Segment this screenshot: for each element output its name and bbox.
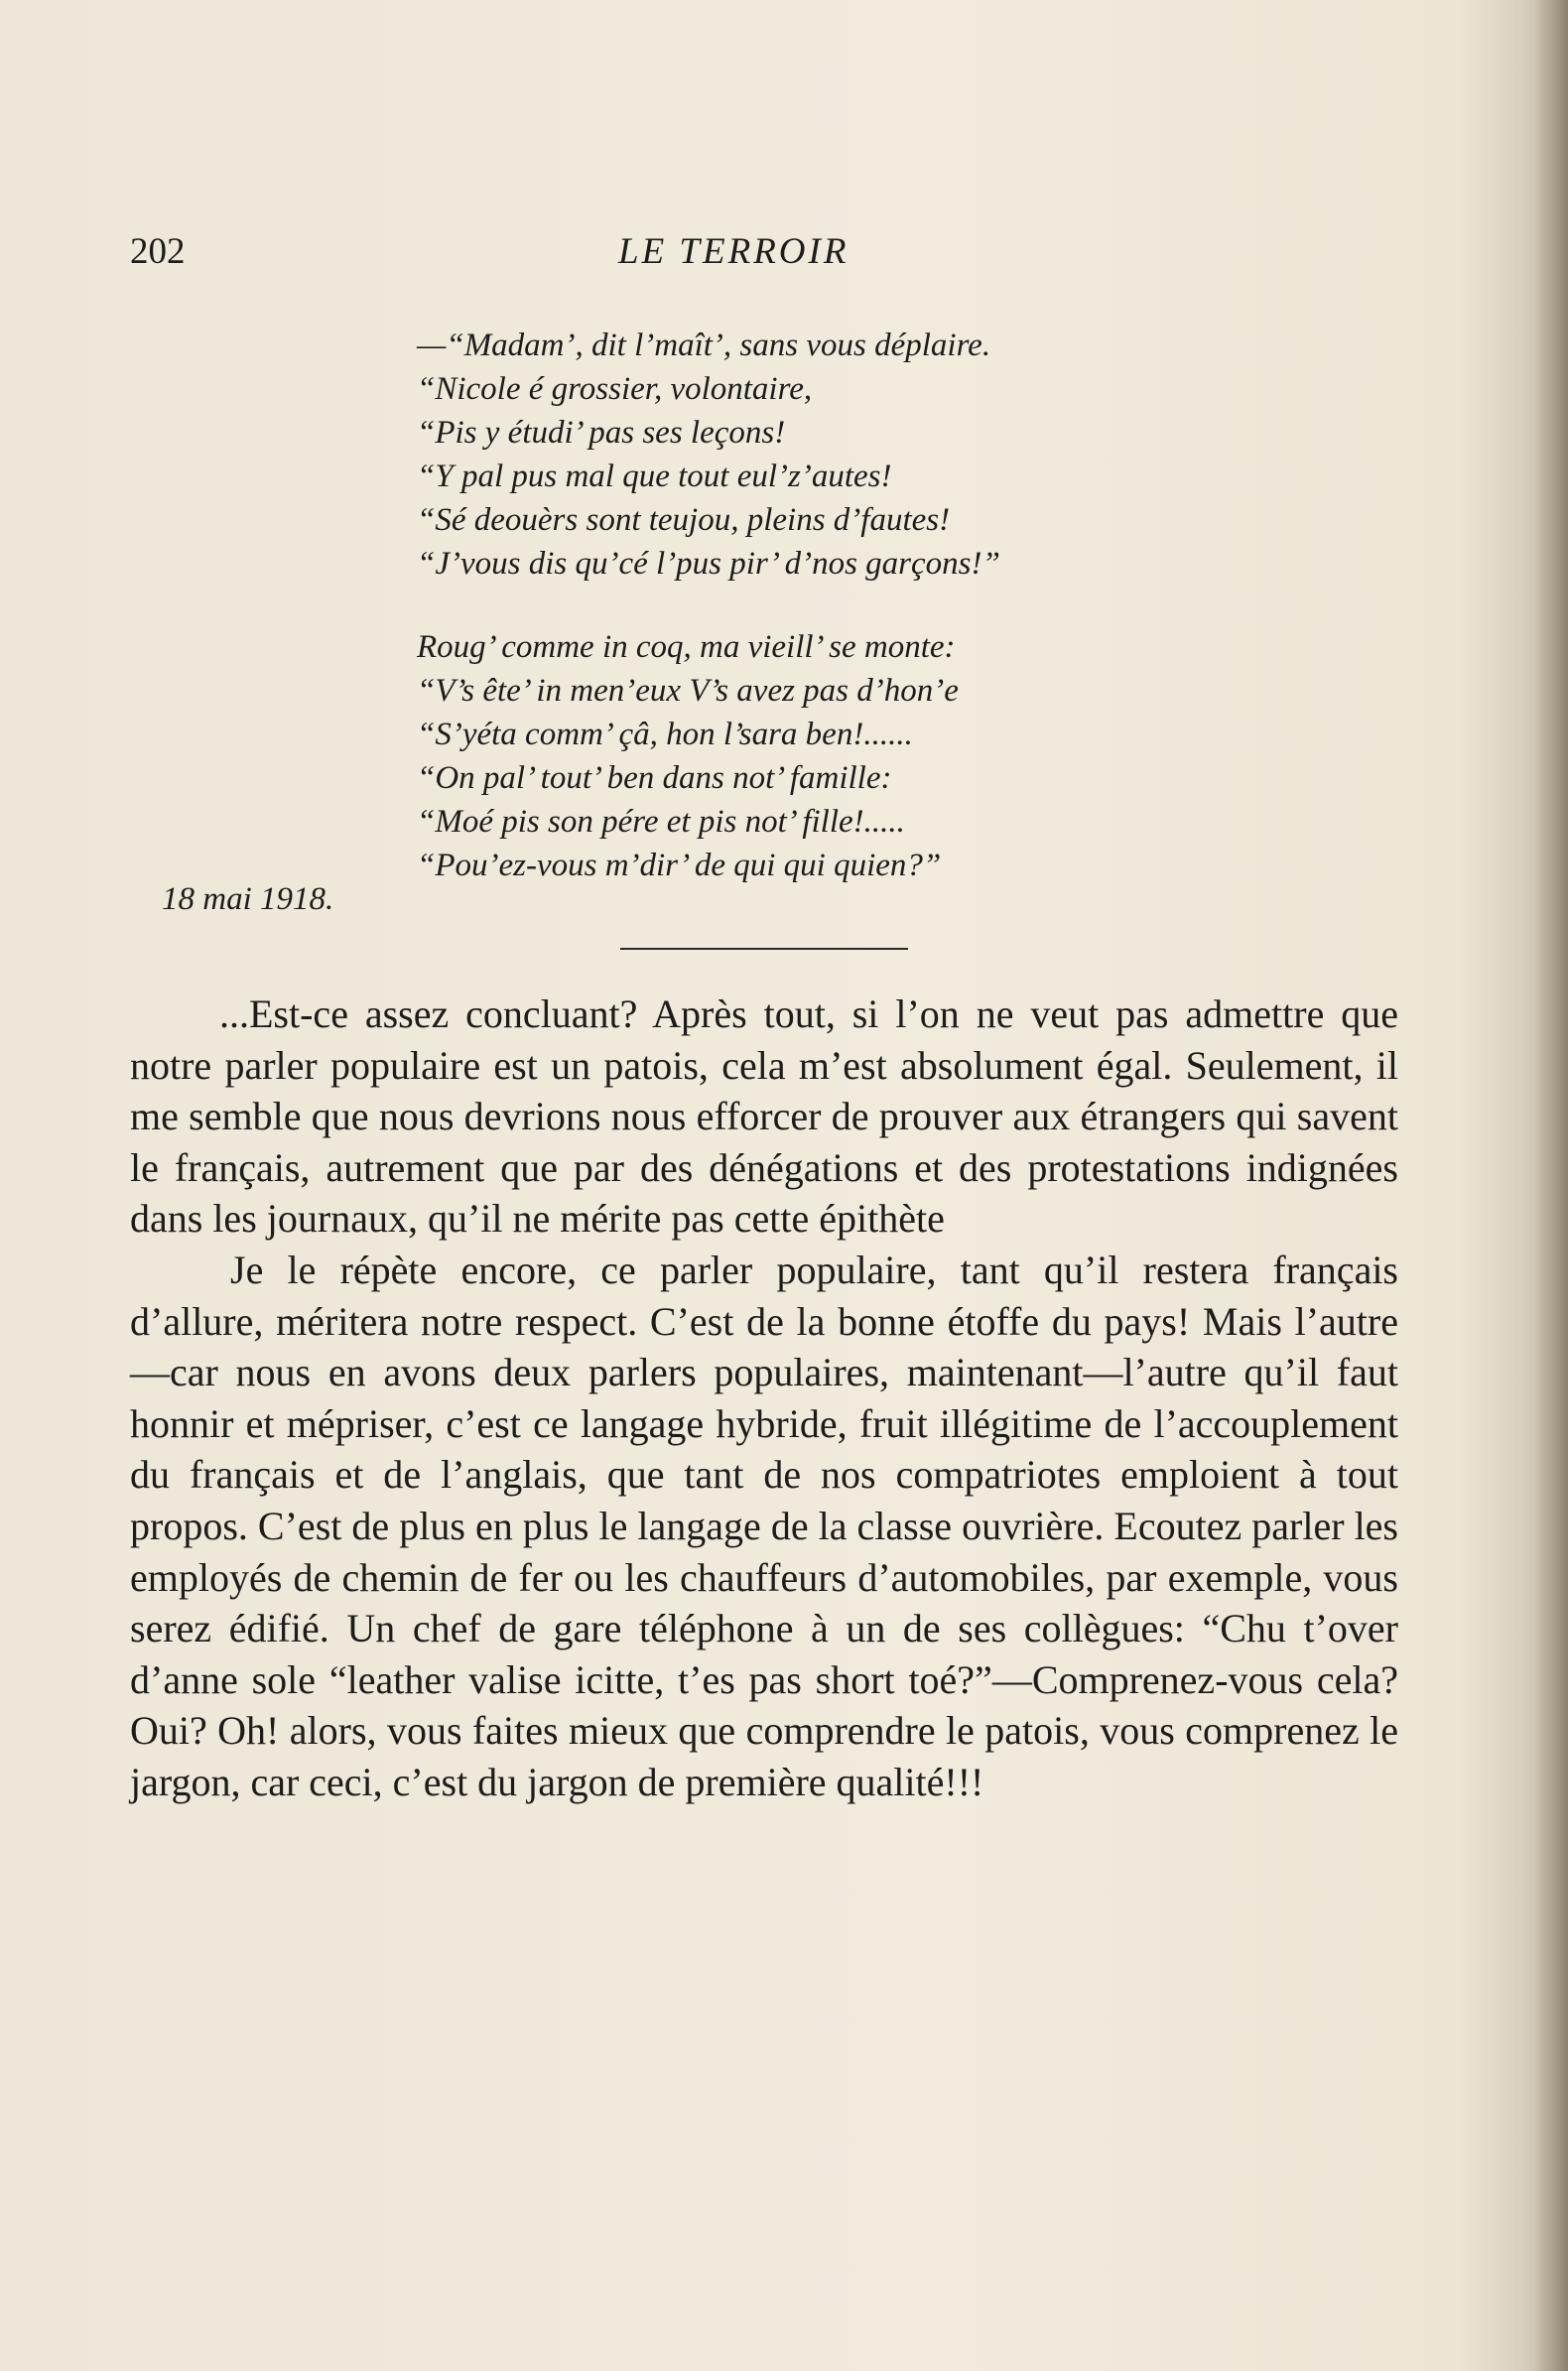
poem-line: “Nicole é grossier, volontaire, <box>417 371 813 407</box>
poem-line: “Pis y étudi’ pas ses leçons! <box>417 415 786 451</box>
poem-line: “Moé pis son pére et pis not’ fille!..... <box>417 804 905 840</box>
poem-line: Roug’ comme in coq, ma vieill’ se monte: <box>417 629 956 665</box>
poem-line: “Pou’ez-vous m’dir’ de qui qui quien?” <box>417 848 942 883</box>
poem <box>417 324 1000 887</box>
poem-stanza-1 <box>417 324 1000 586</box>
poem-line: “Sé deouèrs sont teujou, pleins d’fautes! <box>417 502 951 538</box>
page-edge-shadow <box>1534 0 1568 2371</box>
running-title: LE TERROIR <box>618 231 849 272</box>
poem-stanza-2 <box>417 625 1000 887</box>
poem-date: 18 mai 1918. <box>162 881 334 917</box>
poem-line: “Y pal pus mal que tout eul’z’autes! <box>417 459 892 494</box>
paragraph: ...Est-ce assez concluant? Après tout, si l’on ne veut pas admettre que notre parler populaire est un patois, cela m’est absolument égal. Seulement, il me semble que nous devrions nous efforcer de prouver aux étrangers qui savent le français, autrement que par des dénégations et des protestations indignées dans les journaux, qu’il ne mérite pas cette épithète <box>130 991 1398 1242</box>
poem-line: “S’yéta comm’ çâ, hon l’sara ben!...... <box>417 717 913 752</box>
poem-line: “V’s ête’ in men’eux V’s avez pas d’hon’e <box>417 673 959 709</box>
poem-line: —“Madam’, dit l’maît’, sans vous déplaire. <box>417 328 991 363</box>
page-header <box>130 230 1400 290</box>
page-number: 202 <box>130 231 186 272</box>
section-separator-rule <box>620 948 908 950</box>
poem-line: “J’vous dis qu’cé l’pus pir’ d’nos garçons!” <box>417 546 1000 582</box>
paragraph: Je le répète encore, ce parler populaire, tant qu’il restera français d’allure, méritera notre respect. C’est de la bonne étoffe du pays! Mais l’autre—car nous en avons deux parlers populaires, maintenant—l’autre qu’il faut honnir et mépriser, c’est ce langage hybride, fruit illégitime de l’accouplement du français et de l’anglais, que tant de nos compatriotes emploient à tout propos. C’est de plus en plus le langage de la classe ouvrière. Ecoutez parler les employés de chemin de fer ou les chauffeurs d’automobiles, par exemple, vous serez édifié. Un chef de gare téléphone à un de ses collègues: “Chu t’over d’anne sole “leather valise icitte, t’es pas short toé?”—Comprenez-vous cela? Oui? Oh! alors, vous faites mieux que comprendre le patois, vous comprenez le jargon, car ceci, c’est du jargon de première qualité!!! <box>130 1247 1398 1804</box>
poem-line: “On pal’ tout’ ben dans not’ famille: <box>417 760 892 796</box>
body-text <box>130 988 1398 1808</box>
